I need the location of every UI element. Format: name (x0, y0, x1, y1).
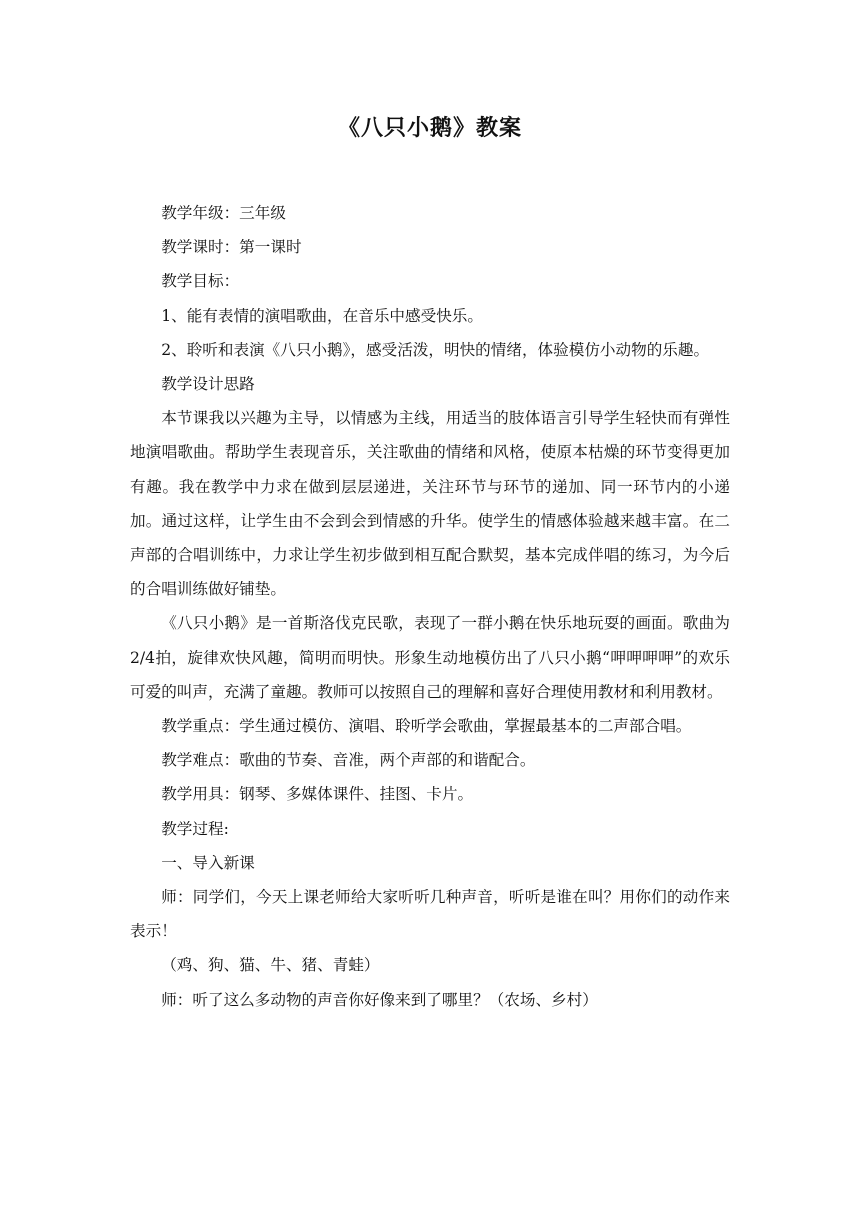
paragraph-objective-2: 2、聆听和表演《八只小鹅》，感受活泼，明快的情绪，体验模仿小动物的乐趣。 (161, 340, 710, 359)
paragraph-grade: 教学年级：三年级 (161, 204, 286, 222)
paragraph-animal-list: （鸡、狗、猫、牛、猪、青蛙） (161, 956, 380, 975)
paragraph-lesson-period: 教学课时：第一课时 (161, 238, 302, 257)
paragraph-difficulties: 教学难点：歌曲的节奏、音准，两个声部的和谐配合。 (161, 751, 536, 770)
document-title: 《八只小鹅》教案 (337, 115, 522, 141)
paragraph-song-introduction: 《八只小鹅》是一首斯洛伐克民歌，表现了一群小鹅在快乐地玩耍的画面。歌曲为2/4拍，旋律欢快风趣，简明而明快。形象生动地模仿出了八只小鹅“呷呷呷呷”的欢乐可爱的叫声，充满了童趣。教师可以按照自己的理解和喜好合理使用教材和利用教材。 (130, 614, 730, 701)
paragraph-objective-1: 1、能有表情的演唱歌曲，在音乐中感受快乐。 (161, 306, 483, 325)
paragraph-design-rationale: 本节课我以兴趣为主导，以情感为主线，用适当的肢体语言引导学生轻快而有弹性地演唱歌曲。帮助学生表现音乐，关注歌曲的情绪和风格，使原本枯燥的环节变得更加有趣。我在教学中力求在做到层层递进，关注环节与环节的递加、同一环节内的小递加。通过这样，让学生由不会到会到情感的升华。使学生的情感体验越来越丰富。在二声部的合唱训练中，力求让学生初步做到相互配合默契，基本完成伴唱的练习，为今后的合唱训练做好铺垫。 (130, 409, 730, 599)
paragraph-teaching-aids: 教学用具：钢琴、多媒体课件、挂图、卡片。 (161, 785, 474, 804)
paragraph-objectives-heading: 教学目标： (161, 272, 240, 291)
paragraph-process-heading: 教学过程: (161, 819, 229, 838)
paragraph-teacher-prompt-1: 师：同学们，今天上课老师给大家听听几种声音，听听是谁在叫？用你们的动作来表示！ (130, 888, 730, 941)
document-body (130, 196, 730, 1017)
paragraph-key-points: 教学重点：学生通过模仿、演唱、聆听学会歌曲，掌握最基本的二声部合唱。 (161, 717, 692, 736)
paragraph-teacher-prompt-2: 师：听了这么多动物的声音你好像来到了哪里？（农场、乡村） (161, 990, 598, 1009)
paragraph-section-1-heading: 一、导入新课 (161, 853, 255, 872)
paragraph-design-heading: 教学设计思路 (161, 375, 255, 394)
